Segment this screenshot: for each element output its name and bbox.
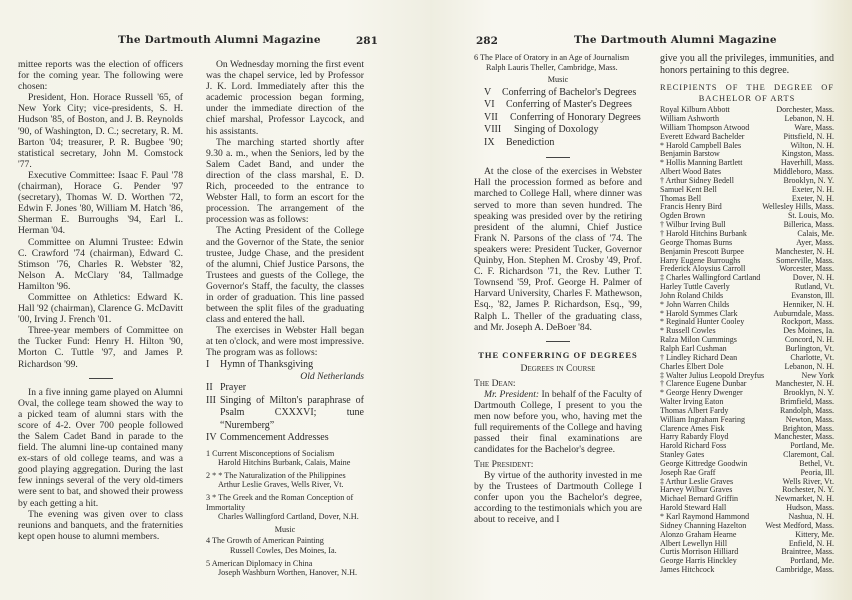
list-item: Clarence Ames Fisk Brighton, Mass.: [660, 423, 834, 433]
list-item: † Harold Hitchins Burbank Calais, Me.: [660, 229, 834, 238]
list-item: ‡ Arthur Leslie Graves Wells River, Vt.: [660, 476, 834, 486]
list-item: * Russell Cowles Des Moines, Ia.: [660, 326, 834, 336]
right-page-282: [430, 0, 852, 600]
program-item: VIII Singing of Doxology: [484, 124, 599, 136]
right-column-2: [660, 53, 834, 575]
page-number: 281: [356, 35, 378, 47]
recipients-title: RECIPIENTS OF THE DEGREE OF: [660, 83, 834, 92]
list-item: Samuel Kent Bell Exeter, N. H.: [660, 184, 834, 194]
list-item: Albert Wood Bates Middleboro, Mass.: [660, 167, 834, 177]
program-item: II Prayer: [206, 382, 247, 394]
left-column-1: [18, 59, 183, 542]
section-divider: [546, 341, 570, 342]
list-item: † Wilbur Irving Bull Billerica, Mass.: [660, 220, 834, 230]
list-item: Alonzo Graham Hearne Kittery, Me.: [660, 529, 834, 539]
music-interlude: Music: [274, 524, 296, 534]
list-item: Ogden Brown St. Louis, Mo.: [660, 211, 834, 221]
page-number: 282: [476, 35, 498, 47]
program-item: V Conferring of Bachelor's Degrees: [484, 86, 637, 98]
program-item: I Hymn of Thanksgiving: [206, 358, 314, 370]
paragraph: Committee on Alumni Trustee: Edwin C. Crawford '74 (chairman), Edward C. Stimson '76, Charles R. Webster '82, Nelson A. McClary '84, Tallmadge Hamilton '96.: [18, 236, 183, 292]
list-item: Charles Elbert Dole Lebanon, N. H.: [660, 361, 834, 371]
running-header: The Dartmouth Alumni Magazine: [118, 34, 321, 46]
list-item: Joseph Rae Graff Peoria, Ill.: [660, 467, 834, 477]
list-item: John Roland Childs Evanston, Ill.: [660, 290, 834, 300]
address-6: 6 The Place of Oratory in an Age of Journalism Ralph Lauris Theller, Cambridge, Mass. Music: [474, 53, 642, 85]
program-list: [474, 87, 642, 150]
list-item: Harold Steward Hall Hudson, Mass.: [660, 503, 834, 513]
list-item: * George Henry Dwenger Brooklyn, N. Y.: [660, 388, 834, 398]
list-item: George Harris Hinckley Portland, Me.: [660, 556, 834, 566]
commencement-addresses: 1 Current Misconceptions of Socialism Harold Hitchins Burbank, Calais, Maine 2 * * The Naturalization of the Philippines Arthur Leslie Graves, Wells River, Vt. 3 * The Greek and the Roman Conception of Immortality Charles Wallingford Cartland, Dover, N.H. Music 4 The Growth of American Painting Russell Cowles, Des Moines, Ia. 5 American Diplomacy in China Joseph Washburn Worthen, Hanover, N.H.: [206, 449, 364, 578]
list-item: William Thompson Atwood Ware, Mass.: [660, 122, 834, 132]
list-item: Albert Lewellyn Hill Enfield, N. H.: [660, 538, 834, 548]
paragraph: Three-year members of Committee on the Tucker Fund: Henry H. Hilton '90, Morton C. Tuttle '97, and James P. Richardson '99.: [18, 325, 183, 370]
paragraph: Mr. President: In behalf of the Faculty of Dartmouth College, I present to you the men now before you, who, having met the full requirements of the College and having passed their final examinations are candidates for the Bachelor's degree.: [474, 388, 642, 456]
program-item: III Singing of Milton's paraphrase of Psalm CXXXVI; tune “Nuremberg”: [206, 394, 364, 431]
program-item: IV Commencement Addresses: [206, 432, 329, 444]
list-item: Stanley Gates Claremont, Cal.: [660, 450, 834, 460]
paragraph: In a five inning game played on Alumni Oval, the college team showed the way to a picked team of alumni stars with the score of 4-2. Over 700 people followed the Salem Cadet Band in parade to the field. The alumni line-up contained many ex-stars of old college teams, and was a good playing aggregation. During the last few innings several of the very old-timers were sent to bat, and showed their prowess by each getting a hit.: [18, 386, 183, 509]
paragraph: Committee on Athletics: Edward K. Hall '92 (chairman), Clarence G. McDavitt '00, Irving J. French '01.: [18, 291, 183, 326]
list-item: Benjamin Barstow Kingston, Mass.: [660, 149, 834, 159]
list-item: Frederick Aloysius Carroll Worcester, Mass.: [660, 264, 834, 274]
list-item: Benjamin Prescott Burpee Manchester, N. H.: [660, 246, 834, 256]
list-item: Ralza Milon Cummings Concord, N. H.: [660, 335, 834, 345]
list-item: Ralph Earl Cushman Burlington, Vt.: [660, 343, 834, 353]
list-item: † Lindley Richard Dean Charlotte, Vt.: [660, 352, 834, 362]
program-item: IX Benediction: [484, 136, 555, 148]
right-column-1: [474, 53, 642, 525]
list-item: Harry Rabardy Floyd Manchester, Mass.: [660, 432, 834, 442]
list-item: * John Warren Childs Henniker, N. H.: [660, 299, 834, 309]
speaker-label: The President:: [474, 458, 534, 470]
paragraph: Executive Committee: Isaac F. Paul '78 (chairman), Horace G. Pender '97 (secretary), Thomas W. D. Worthen '72, Edwin F. Jones '80, William M. Hatch '86, Sherman E. Burroughs '94, Earl L. Herman '04.: [18, 169, 183, 237]
paragraph: At the close of the exercises in Webster Hall the procession formed as before and marched to College Hall, where dinner was served to more than seven hundred. The speaking was presided over by the retiring president of the alumni, Chief Justice Frank N. Parsons of the class of '74. The speakers were: President Tucker, Governor Quinby, Hon. Stephen M. Crosby '49, Prof. C. F. Richardson '71, the Rev. Luther T. Townsend '59, Prof. George H. Palmer of Harvard University, Charles F. Mathewson, Esq., '82, James P. Richardson, Esq., '99, Ralph L. Theller of the graduating class, and Mr. Joseph A. DeBoer '84.: [474, 166, 642, 333]
section-divider: [546, 157, 570, 158]
program-list: [206, 359, 364, 445]
list-item: ‡ Walter Julius Leopold Dreyfus New York: [660, 370, 834, 380]
paragraph: mittee reports was the election of officers for the coming year. The following were chosen:: [18, 59, 183, 93]
list-item: Royal Kilburn Abbott Dorchester, Mass.: [660, 105, 834, 115]
list-item: Harry Eugene Burroughs Somerville, Mass.: [660, 255, 834, 265]
list-item: ‡ Charles Wallingford Cartland Dover, N. H.: [660, 273, 834, 283]
recipients-list: [660, 106, 834, 575]
list-item: Harley Tuttle Caverly Rutland, Vt.: [660, 282, 834, 292]
list-item: George Thomas Burns Ayer, Mass.: [660, 237, 834, 247]
list-item: * Reginald Hunter Cooley Rockport, Mass.: [660, 317, 834, 327]
program-item: VI Conferring of Master's Degrees: [484, 99, 632, 111]
list-item: Thomas Bell Exeter, N. H.: [660, 193, 834, 203]
list-item: † Clarence Eugene Dunbar Manchester, N. H.: [660, 379, 834, 389]
list-item: Everett Edward Bachelder Pittsfield, N. H.: [660, 131, 834, 141]
tune-note: Old Netherlands: [300, 371, 364, 383]
list-item: James Hitchcock Cambridge, Mass.: [660, 565, 834, 575]
paragraph: The evening was given over to class reunions and banquets, and the fraternities kept open house to alumni members.: [18, 508, 183, 542]
list-item: * Harold Campbell Bales Wilton, N. H.: [660, 140, 834, 150]
left-column-2: [206, 59, 364, 578]
list-item: William Ingraham Fearing Newton, Mass.: [660, 414, 834, 424]
paragraph: The Acting President of the College and the Governor of the State, the senior trustee, Judge Chase, and the president of the alumni, Chief Justice Parsons, the Trustees and guests of the College, the Governor's Staff, the faculty, the classes in order of graduation. This line passed between the split files of the graduating class and entered the hall.: [206, 225, 364, 326]
list-item: Francis Henry Bird Wellesley Hills, Mass.: [660, 202, 834, 212]
music-interlude: Music: [547, 75, 569, 85]
section-title: THE CONFERRING OF DEGREES: [478, 349, 638, 360]
paragraph: By virtue of the authority invested in me by the Trustees of Dartmouth College I confer upon you the Bachelor's degree, according to the testimonials which you are about to receive, and I: [474, 469, 642, 525]
list-item: Harold Richard Foss Portland, Me.: [660, 441, 834, 451]
list-item: William Ashworth Lebanon, N. H.: [660, 114, 834, 124]
speaker-label: The Dean:: [474, 377, 516, 389]
list-item: Harvey Wilbur Graves Rochester, N. Y.: [660, 485, 834, 495]
paragraph: President, Hon. Horace Russell '65, of New York City; vice-presidents, S. H. Hudson '85, of Boston, and J. B. Reynolds '90, of Washington, D. C.; secretary, R. M. Barton '04; treasurer, P. R. Bugbee '90; statistical secretary, John M. Comstock '77.: [18, 92, 183, 170]
list-item: Sidney Channing Hazelton West Medford, Mass.: [660, 520, 834, 530]
paragraph: The exercises in Webster Hall began at ten o'clock, and were most impressive. The program was as follows:: [206, 325, 364, 359]
list-item: * Hollis Manning Bartlett Haverhill, Mass.: [660, 158, 834, 168]
list-item: † Arthur Sidney Bedell Brooklyn, N. Y.: [660, 175, 834, 185]
list-item: Thomas Albert Fardy Randolph, Mass.: [660, 405, 834, 415]
list-item: Walter Irving Eaton Brimfield, Mass.: [660, 397, 834, 407]
running-header: The Dartmouth Alumni Magazine: [574, 34, 777, 46]
list-item: * Harold Symmes Clark Auburndale, Mass.: [660, 308, 834, 318]
recipients-subtitle: BACHELOR OF ARTS: [698, 94, 796, 104]
program-item: VII Conferring of Honorary Degrees: [484, 111, 641, 123]
paragraph: On Wednesday morning the first event was the chapel service, led by Professor J. K. Lord. Immediately after this the academic procession began forming, under the immediate direction of the chief marshal, Professor Laycock, and his assistants.: [206, 59, 364, 137]
section-divider: [89, 378, 113, 379]
list-item: George Kittredge Goodwin Bethel, Vt.: [660, 458, 834, 468]
paragraph: give you all the privileges, immunities, and honors pertaining to this degree.: [660, 53, 834, 76]
list-item: Curtis Morrison Hilliard Braintree, Mass.: [660, 547, 834, 557]
section-subtitle: Degrees in Course: [520, 362, 596, 374]
list-item: Michael Bernard Griffin Newmarket, N. H.: [660, 494, 834, 504]
list-item: * Karl Raymond Hammond Nashua, N. H.: [660, 512, 834, 521]
paragraph: The marching started shortly after 9.30 a. m., when the Seniors, led by the Salem Cadet Band, and under the direction of the class marshal, E. D. Rich, proceeded to the entrance to Webster Hall, to form an escort for the procession. The arrangement of the procession was as follows:: [206, 136, 364, 226]
